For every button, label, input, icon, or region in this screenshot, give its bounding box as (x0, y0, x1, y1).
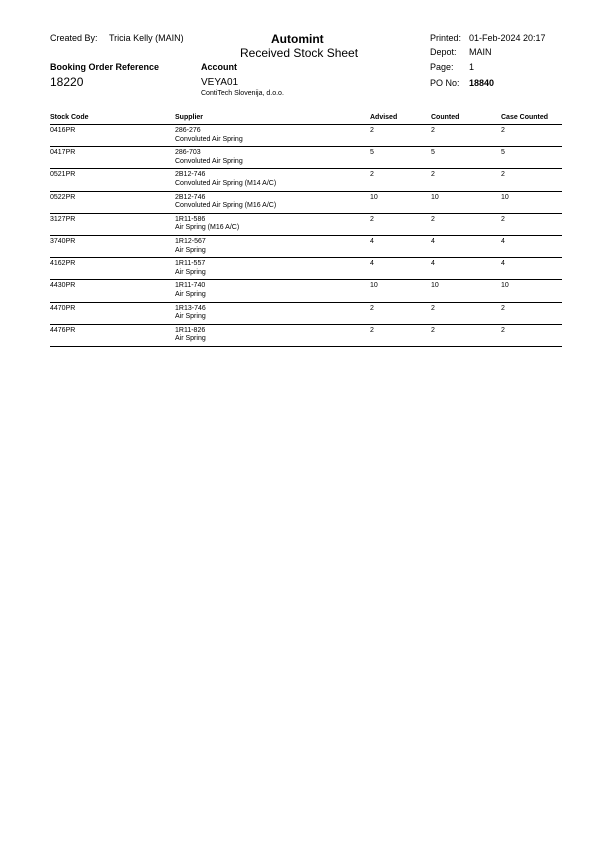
table-row (50, 147, 562, 169)
case-counted-qty: 2 (501, 304, 505, 312)
table-row (50, 169, 562, 191)
supplier-code: 2B12-746 (175, 171, 206, 179)
case-counted-qty: 5 (501, 149, 505, 157)
case-counted-qty: 2 (501, 215, 505, 223)
stock-table (50, 113, 562, 347)
company-name: Automint (271, 32, 324, 46)
advised-qty: 2 (370, 326, 374, 334)
supplier-info (175, 127, 243, 144)
case-counted-qty: 10 (501, 193, 509, 201)
created-by-label: Created By: (50, 33, 98, 43)
advised-qty: 2 (370, 304, 374, 312)
supplier-code: 1R11-826 (175, 326, 206, 334)
case-counted-qty: 2 (501, 127, 505, 134)
depot-label: Depot: (430, 47, 457, 57)
case-counted-qty: 4 (501, 260, 505, 268)
supplier-info (175, 216, 239, 233)
table-row (50, 303, 562, 325)
counted-qty: 10 (431, 282, 439, 290)
booking-value: 18220 (50, 75, 84, 89)
item-description: Convoluted Air Spring (175, 157, 243, 165)
po-label: PO No: (430, 78, 460, 88)
col-header-advised: Advised (370, 114, 398, 121)
item-description: Air Spring (M16 A/C) (175, 224, 240, 232)
item-description: Air Spring (175, 335, 206, 343)
supplier-info (175, 305, 206, 322)
item-description: Air Spring (175, 290, 206, 298)
page-value: 1 (469, 62, 475, 72)
counted-qty: 4 (431, 260, 435, 268)
item-description: Convoluted Air Spring (M14 A/C) (175, 179, 277, 187)
supplier-info (175, 194, 276, 211)
supplier-code: 2B12-746 (175, 193, 206, 201)
supplier-code: 1R11-586 (175, 215, 206, 223)
counted-qty: 2 (431, 171, 435, 179)
table-row (50, 325, 562, 347)
table-header-row (50, 113, 562, 125)
item-description: Air Spring (175, 268, 206, 276)
counted-qty: 5 (431, 149, 435, 157)
created-by-value: Tricia Kelly (MAIN) (109, 33, 184, 43)
advised-qty: 2 (370, 171, 374, 179)
printed-value: 01-Feb-2024 20:17 (469, 33, 546, 43)
table-row (50, 214, 562, 236)
counted-qty: 2 (431, 326, 435, 334)
supplier-code: 1R13-746 (175, 304, 206, 312)
account-label: Account (201, 62, 237, 72)
report-title: Received Stock Sheet (240, 46, 359, 60)
case-counted-qty: 2 (501, 326, 505, 334)
case-counted-qty: 4 (501, 237, 505, 245)
supplier-info (175, 238, 206, 255)
advised-qty: 5 (370, 149, 374, 157)
advised-qty: 10 (370, 282, 378, 290)
stock-code: 4162PR (50, 260, 76, 268)
supplier-info (175, 171, 276, 188)
stock-code: 3740PR (50, 237, 76, 245)
advised-qty: 10 (370, 193, 378, 201)
counted-qty: 2 (431, 127, 435, 134)
printed-label: Printed: (430, 33, 462, 43)
booking-label: Booking Order Reference (50, 62, 160, 72)
supplier-info (175, 282, 206, 299)
supplier-code: 286-703 (175, 149, 201, 157)
supplier-info (175, 149, 243, 166)
stock-code: 0522PR (50, 193, 76, 201)
supplier-code: 1R11-740 (175, 282, 206, 290)
counted-qty: 10 (431, 193, 439, 201)
item-description: Air Spring (175, 246, 206, 254)
account-name: ContiTech Slovenija, d.o.o. (201, 90, 284, 97)
table-row (50, 125, 562, 147)
stock-code: 0417PR (50, 149, 76, 157)
col-header-case-counted: Case Counted (501, 114, 549, 121)
page-label: Page: (430, 62, 454, 72)
stock-code: 3127PR (50, 215, 76, 223)
counted-qty: 2 (431, 215, 435, 223)
supplier-info (175, 260, 206, 277)
table-row (50, 258, 562, 280)
case-counted-qty: 2 (501, 171, 505, 179)
advised-qty: 4 (370, 237, 374, 245)
table-row (50, 236, 562, 258)
depot-value: MAIN (469, 47, 492, 57)
counted-qty: 2 (431, 304, 435, 312)
col-header-counted: Counted (431, 114, 460, 121)
supplier-code: 1R11-557 (175, 260, 206, 268)
counted-qty: 4 (431, 237, 435, 245)
advised-qty: 2 (370, 127, 374, 134)
col-header-supplier: Supplier (175, 114, 204, 121)
item-description: Convoluted Air Spring (175, 135, 243, 143)
supplier-code: 1R12-567 (175, 237, 206, 245)
po-value: 18840 (469, 78, 495, 88)
stock-code: 4430PR (50, 282, 76, 290)
table-row (50, 280, 562, 302)
supplier-code: 286-276 (175, 127, 201, 134)
advised-qty: 4 (370, 260, 374, 268)
case-counted-qty: 10 (501, 282, 509, 290)
col-header-stock-code: Stock Code (50, 114, 89, 121)
stock-code: 0416PR (50, 127, 76, 134)
account-code: VEYA01 (201, 77, 239, 88)
stock-code: 0521PR (50, 171, 76, 179)
item-description: Air Spring (175, 313, 206, 321)
stock-code: 4476PR (50, 326, 76, 334)
table-row (50, 192, 562, 214)
item-description: Convoluted Air Spring (M16 A/C) (175, 202, 277, 210)
supplier-info (175, 327, 206, 344)
stock-code: 4470PR (50, 304, 76, 312)
advised-qty: 2 (370, 215, 374, 223)
